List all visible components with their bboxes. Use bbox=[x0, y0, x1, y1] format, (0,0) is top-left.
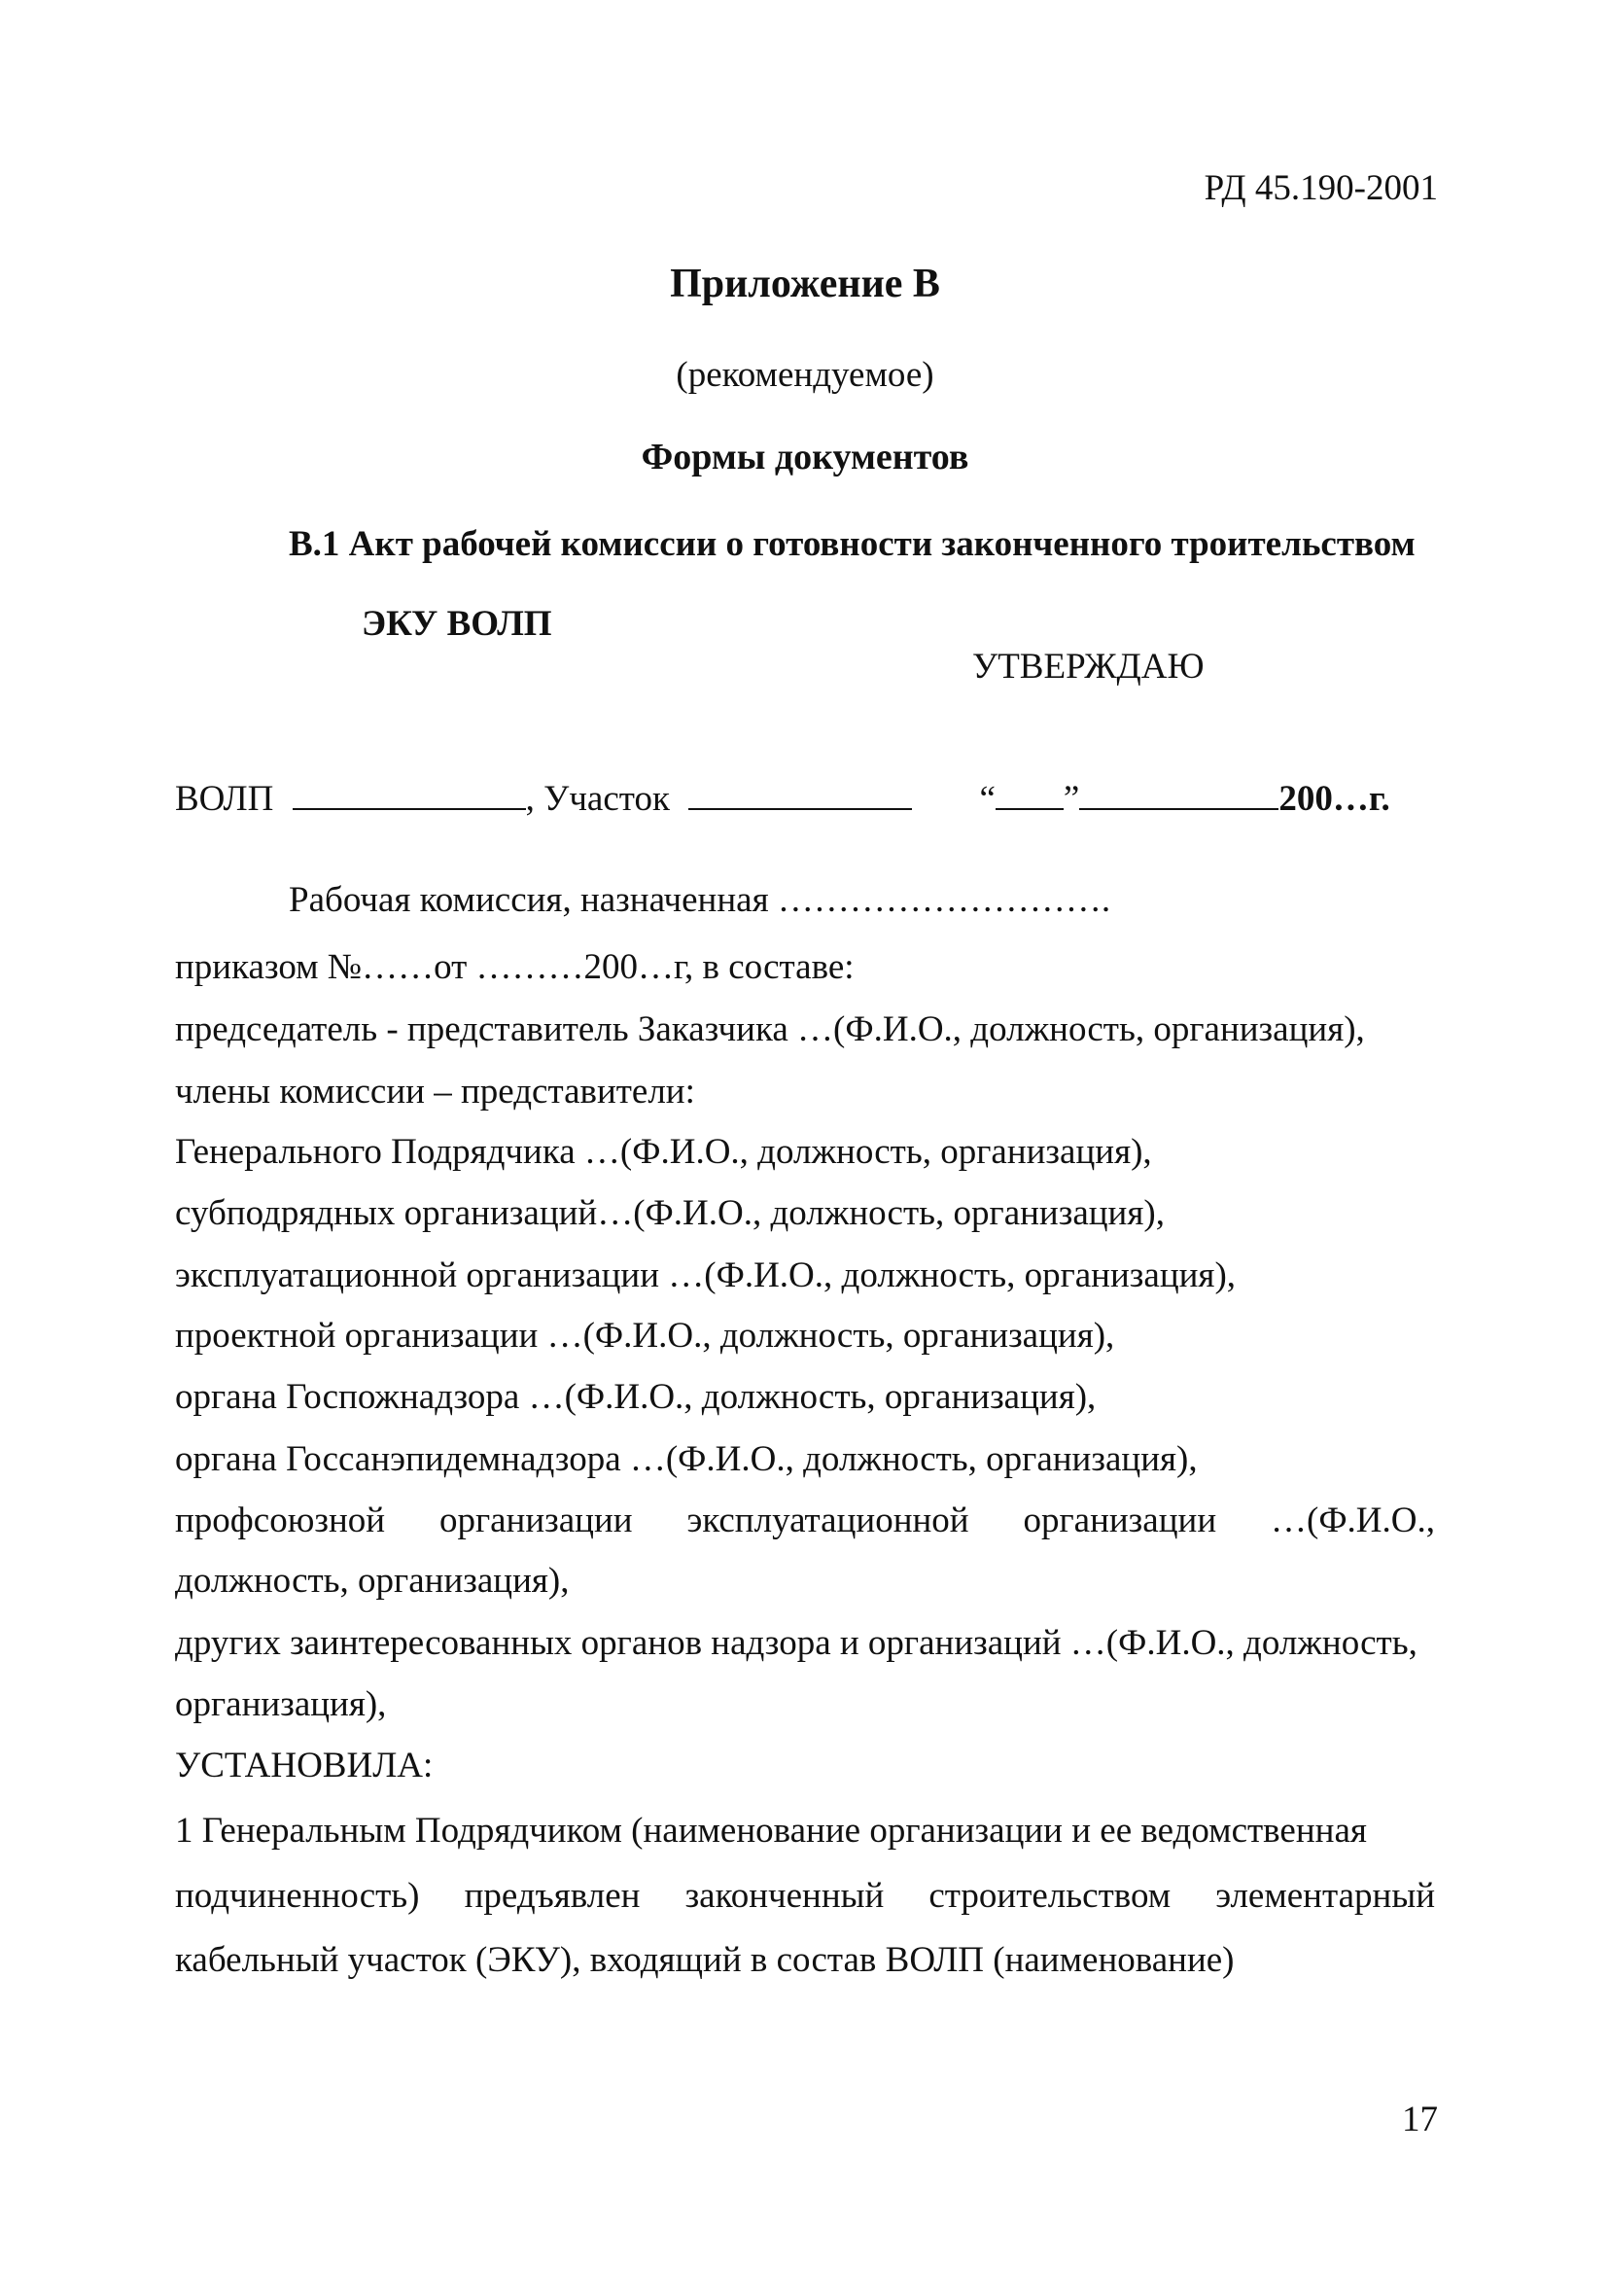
body-line: председатель - представитель Заказчика …(Ф.И.О., должность, организация), bbox=[175, 1009, 1365, 1049]
page-number: 17 bbox=[1402, 2100, 1438, 2139]
appendix-status: (рекомендуемое) bbox=[676, 355, 934, 395]
word: подчиненность) bbox=[175, 1876, 420, 1916]
body-line: УСТАНОВИЛА: bbox=[175, 1746, 434, 1785]
day-blank bbox=[996, 779, 1064, 810]
body-line: кабельный участок (ЭКУ), входящий в состав ВОЛП (наименование) bbox=[175, 1940, 1235, 1980]
body-line: члены комиссии – представители: bbox=[175, 1072, 695, 1112]
word: законченный bbox=[684, 1876, 885, 1916]
section-label: , Участок bbox=[525, 779, 670, 819]
body-line-justified bbox=[175, 1500, 1435, 1541]
body-line: организация), bbox=[175, 1684, 387, 1724]
section-title: Формы документов bbox=[641, 437, 969, 477]
volp-blank bbox=[293, 779, 526, 810]
body-line: других заинтересованных органов надзора и организаций …(Ф.И.О., должность, bbox=[175, 1623, 1418, 1663]
subsection-title: В.1 Акт рабочей комиссии о готовности законченного троительством bbox=[289, 524, 1416, 564]
quote-open: “ bbox=[979, 779, 996, 819]
appendix-title: Приложение В bbox=[670, 262, 940, 306]
word: …(Ф.И.О., bbox=[1271, 1501, 1435, 1540]
body-line: эксплуатационной организации …(Ф.И.О., должность, организация), bbox=[175, 1255, 1237, 1295]
year-label: 200…г. bbox=[1278, 779, 1390, 819]
body-line: 1 Генеральным Подрядчиком (наименование организации и ее ведомственная bbox=[175, 1811, 1367, 1851]
word: элементарный bbox=[1215, 1876, 1435, 1916]
approve-label: УТВЕРЖДАЮ bbox=[972, 647, 1205, 687]
section-blank bbox=[688, 779, 912, 810]
word: профсоюзной bbox=[175, 1501, 386, 1540]
body-line: Генерального Подрядчика …(Ф.И.О., должность, организация), bbox=[175, 1132, 1152, 1172]
document-code: РД 45.190-2001 bbox=[1204, 168, 1438, 208]
object-title: ЭКУ ВОЛП bbox=[362, 604, 552, 644]
body-line: субподрядных организаций…(Ф.И.О., должность, организация), bbox=[175, 1193, 1165, 1233]
body-line: Рабочая комиссия, назначенная ………………………. bbox=[289, 880, 1111, 920]
form-header-line bbox=[175, 778, 1390, 820]
body-line-justified bbox=[175, 1875, 1435, 1917]
word: предъявлен bbox=[464, 1876, 641, 1916]
body-line: органа Госпожнадзора …(Ф.И.О., должность, организация), bbox=[175, 1377, 1097, 1417]
volp-label: ВОЛП bbox=[175, 779, 274, 819]
word: строительством bbox=[928, 1876, 1172, 1916]
month-blank bbox=[1079, 779, 1278, 810]
body-line: органа Госсанэпидемнадзора …(Ф.И.О., должность, организация), bbox=[175, 1439, 1198, 1479]
body-line: приказом №……от ………200…г, в составе: bbox=[175, 947, 855, 987]
body-line: проектной организации …(Ф.И.О., должность, организация), bbox=[175, 1316, 1115, 1356]
word: организации bbox=[438, 1501, 633, 1540]
word: организации bbox=[1023, 1501, 1217, 1540]
body-line: должность, организация), bbox=[175, 1561, 570, 1601]
word: эксплуатационной bbox=[686, 1501, 969, 1540]
quote-close: ” bbox=[1063, 779, 1080, 819]
